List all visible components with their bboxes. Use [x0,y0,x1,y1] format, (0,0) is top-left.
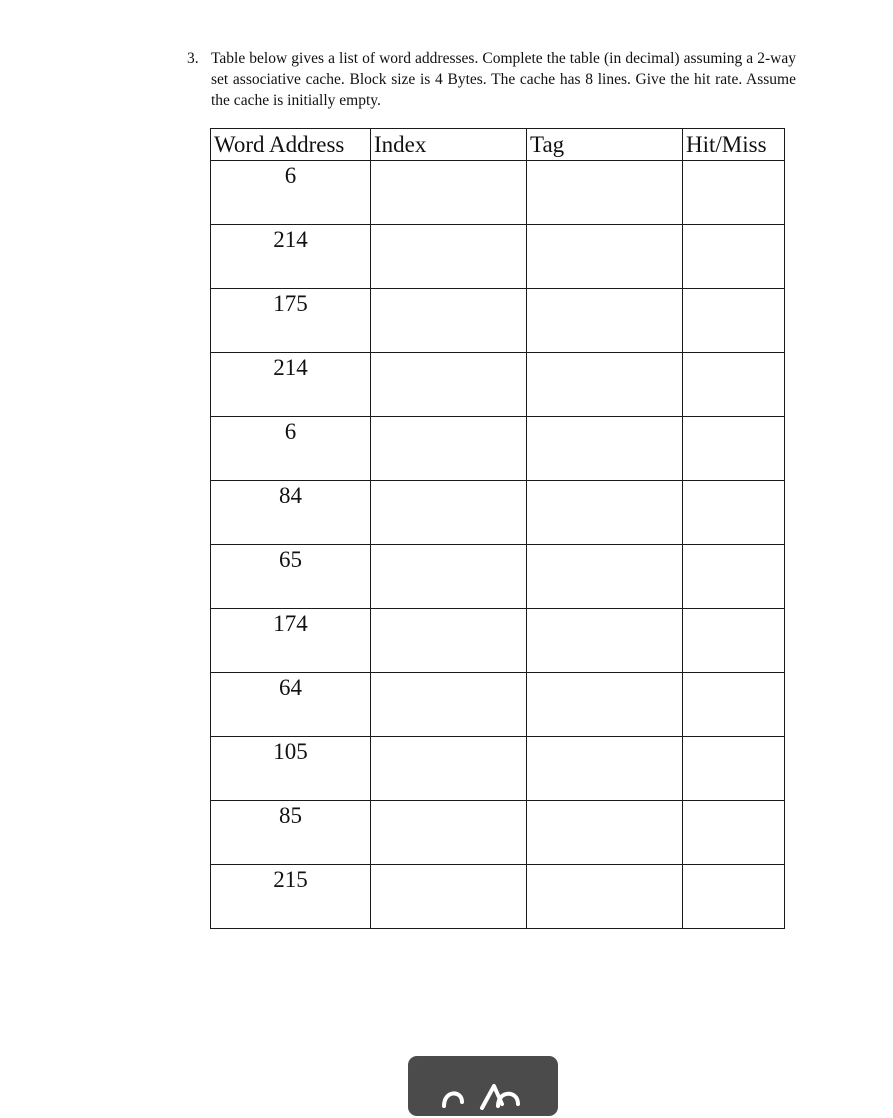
tag-cell[interactable] [527,673,683,737]
question-block [187,48,797,111]
hit-miss-cell[interactable] [683,737,785,801]
index-cell[interactable] [371,801,527,865]
word-address-cell: 85 [211,801,371,865]
table-header-row [211,129,785,161]
hit-miss-cell[interactable] [683,481,785,545]
word-address-cell: 6 [211,161,371,225]
tag-cell[interactable] [527,801,683,865]
word-address-cell: 175 [211,289,371,353]
word-address-cell: 174 [211,609,371,673]
index-cell[interactable] [371,225,527,289]
word-address-cell: 6 [211,417,371,481]
chat-button[interactable] [408,1056,558,1116]
tag-cell[interactable] [527,225,683,289]
header-hit-miss: Hit/Miss [683,129,785,161]
hit-miss-cell[interactable] [683,161,785,225]
hit-miss-cell[interactable] [683,289,785,353]
index-cell[interactable] [371,417,527,481]
index-cell[interactable] [371,673,527,737]
hit-miss-cell[interactable] [683,417,785,481]
tag-cell[interactable] [527,417,683,481]
word-address-cell: 65 [211,545,371,609]
tag-cell[interactable] [527,545,683,609]
index-cell[interactable] [371,161,527,225]
tag-cell[interactable] [527,161,683,225]
table-row [211,673,785,737]
table-row [211,161,785,225]
table-row [211,417,785,481]
table-row [211,481,785,545]
tag-cell[interactable] [527,609,683,673]
table-row [211,737,785,801]
question-text: Table below gives a list of word addresses. Complete the table (in decimal) assuming a 2-way set associative cache. Block size is 4 Bytes. The cache has 8 lines. Give the hit rate. Assume the cache is initially empty. [211,50,796,109]
index-cell[interactable] [371,353,527,417]
word-address-cell: 214 [211,353,371,417]
question-number: 3. [187,50,199,67]
table-row [211,289,785,353]
index-cell[interactable] [371,865,527,929]
tag-cell[interactable] [527,737,683,801]
hit-miss-cell[interactable] [683,353,785,417]
hit-miss-cell[interactable] [683,801,785,865]
hit-miss-cell[interactable] [683,609,785,673]
table-row [211,353,785,417]
index-cell[interactable] [371,737,527,801]
hit-miss-cell[interactable] [683,673,785,737]
word-address-cell: 64 [211,673,371,737]
word-address-cell: 84 [211,481,371,545]
tag-cell[interactable] [527,865,683,929]
table-row [211,865,785,929]
index-cell[interactable] [371,481,527,545]
table-row [211,225,785,289]
tag-cell[interactable] [527,289,683,353]
tag-cell[interactable] [527,353,683,417]
table-row [211,545,785,609]
hit-miss-cell[interactable] [683,545,785,609]
chat-bubble-icon [436,1078,530,1118]
hit-miss-cell[interactable] [683,865,785,929]
header-word-address: Word Address [211,129,371,161]
table-row [211,609,785,673]
index-cell[interactable] [371,609,527,673]
word-address-cell: 105 [211,737,371,801]
word-address-cell: 214 [211,225,371,289]
header-index: Index [371,129,527,161]
index-cell[interactable] [371,289,527,353]
tag-cell[interactable] [527,481,683,545]
cache-table [210,128,785,929]
header-tag: Tag [527,129,683,161]
hit-miss-cell[interactable] [683,225,785,289]
table-row [211,801,785,865]
word-address-cell: 215 [211,865,371,929]
index-cell[interactable] [371,545,527,609]
